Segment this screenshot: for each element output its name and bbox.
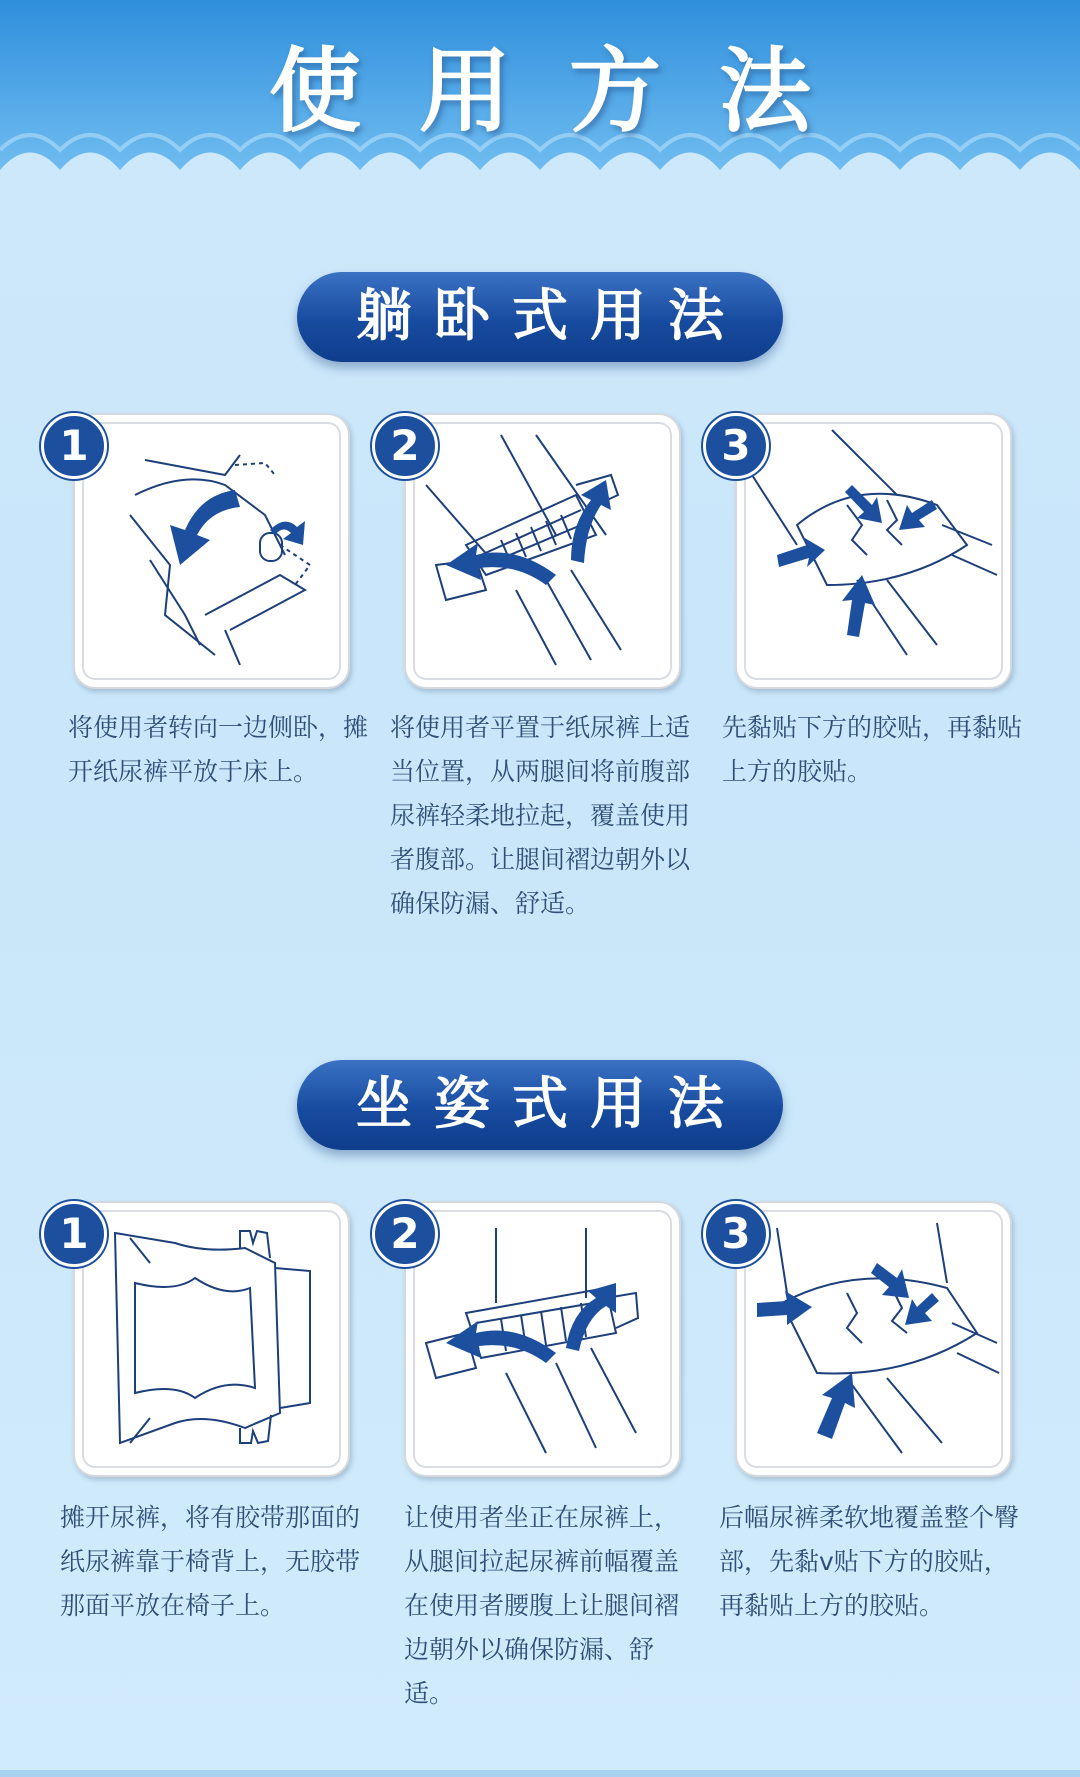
diaper-illustration xyxy=(406,1203,679,1475)
step-illustration-sitting-2 xyxy=(404,1201,681,1477)
arrow-icon xyxy=(777,537,825,567)
diaper-illustration xyxy=(75,415,348,687)
step-illustration-lying-1 xyxy=(73,413,350,689)
diaper-illustration xyxy=(75,1203,348,1475)
section-title-lying: 躺卧式用法 xyxy=(297,272,783,362)
page-title: 使用方法 xyxy=(268,38,869,145)
arrow-icon xyxy=(757,1291,812,1325)
step-number-badge: 1 xyxy=(41,1201,107,1267)
step-description: 将使用者转向一边侧卧，摊开纸尿裤平放于床上。 xyxy=(68,713,369,786)
page-header xyxy=(0,0,1080,190)
step-description: 后幅尿裤柔软地覆盖整个臀部，先黏v贴下方的胶贴，再黏贴上方的胶贴。 xyxy=(719,1503,1020,1620)
step-number-badge: 2 xyxy=(372,1201,438,1267)
step-description: 摊开尿裤，将有胶带那面的纸尿裤靠于椅背上，无胶带那面平放在椅子上。 xyxy=(60,1503,361,1620)
step-number-badge: 3 xyxy=(703,1201,769,1267)
step-illustration-lying-2 xyxy=(404,413,681,689)
step-number-badge: 1 xyxy=(41,413,107,479)
diaper-illustration xyxy=(406,415,679,687)
step-description: 将使用者平置于纸尿裤上适当位置，从两腿间将前腹部尿裤轻柔地拉起，覆盖使用者腹部。让腿间褶边朝外以确保防漏、舒适。 xyxy=(390,713,691,918)
step-number-badge: 2 xyxy=(372,413,438,479)
step-illustration-sitting-1 xyxy=(73,1201,350,1477)
section-title-sitting: 坐姿式用法 xyxy=(297,1060,783,1150)
arrow-icon xyxy=(446,1321,556,1363)
step-description: 让使用者坐正在尿裤上，从腿间拉起尿裤前幅覆盖在使用者腰腹上让腿间褶边朝外以确保防漏、舒适。 xyxy=(404,1503,680,1708)
step-illustration-lying-3 xyxy=(735,413,1012,689)
arrow-icon xyxy=(170,490,240,565)
diaper-illustration xyxy=(737,415,1010,687)
footer-divider xyxy=(0,1770,1080,1777)
diaper-illustration xyxy=(737,1203,1010,1475)
step-description: 先黏贴下方的胶贴，再黏贴上方的胶贴。 xyxy=(722,713,1023,786)
step-number-badge: 3 xyxy=(703,413,769,479)
step-illustration-sitting-3 xyxy=(735,1201,1012,1477)
